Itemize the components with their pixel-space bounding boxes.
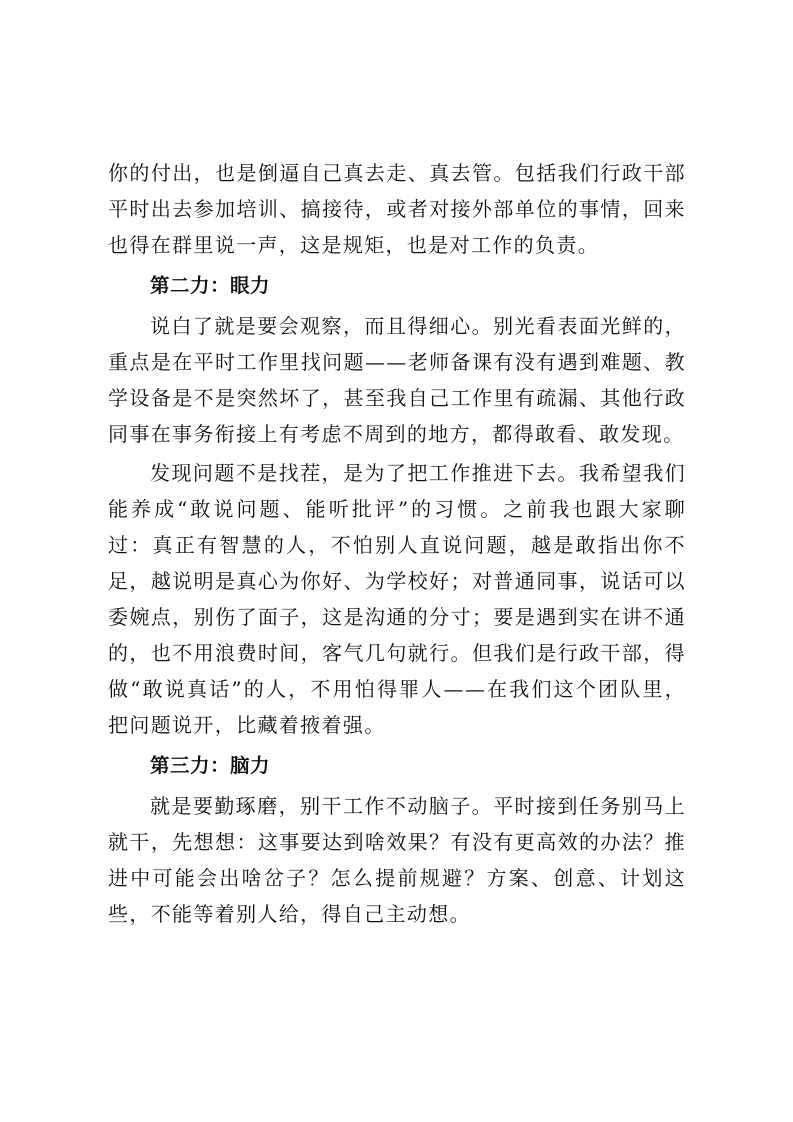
body-paragraph: 发现问题不是找茬，是为了把工作推进下去。我希望我们能养成“敢说问题、能听批评”的习惯。之前我也跟大家聊过：真正有智慧的人，不怕别人直说问题，越是敢指出你不足，越说明是真心为你好、为学校好；对普通同事，说话可以委婉点，别伤了面子，这是沟通的分寸；要是遇到实在讲不通的，也不用浪费时间，客气几句就行。但我们是行政干部，得做“敢说真话”的人，不用怕得罪人——在我们这个团队里，把问题说开，比藏着掖着强。 — [108, 461, 686, 737]
section-heading-brain-power: 第三力：脑力 — [150, 754, 271, 777]
body-paragraph: 就是要勤琢磨，别干工作不动脑子。平时接到任务别马上就干，先想想：这事要达到啥效果？有没有更高效的办法？推进中可能会出啥岔子？怎么提前规避？方案、创意、计划这些，不能等着别人给，得自己主动想。 — [108, 794, 686, 926]
body-paragraph: 说白了就是要会观察，而且得细心。别光看表面光鲜的，重点是在平时工作里找问题——老师备课有没有遇到难题、教学设备是不是突然坏了，甚至我自己工作里有疏漏、其他行政同事在事务衔接上有考虑不周到的地方，都得敢看、敢发现。 — [108, 314, 686, 446]
document-page — [108, 155, 686, 932]
section-heading-eye-power: 第二力：眼力 — [150, 274, 271, 297]
body-paragraph: 你的付出，也是倒逼自己真去走、真去管。包括我们行政干部平时出去参加培训、搞接待，或者对接外部单位的事情，回来也得在群里说一声，这是规矩，也是对工作的负责。 — [108, 161, 686, 257]
